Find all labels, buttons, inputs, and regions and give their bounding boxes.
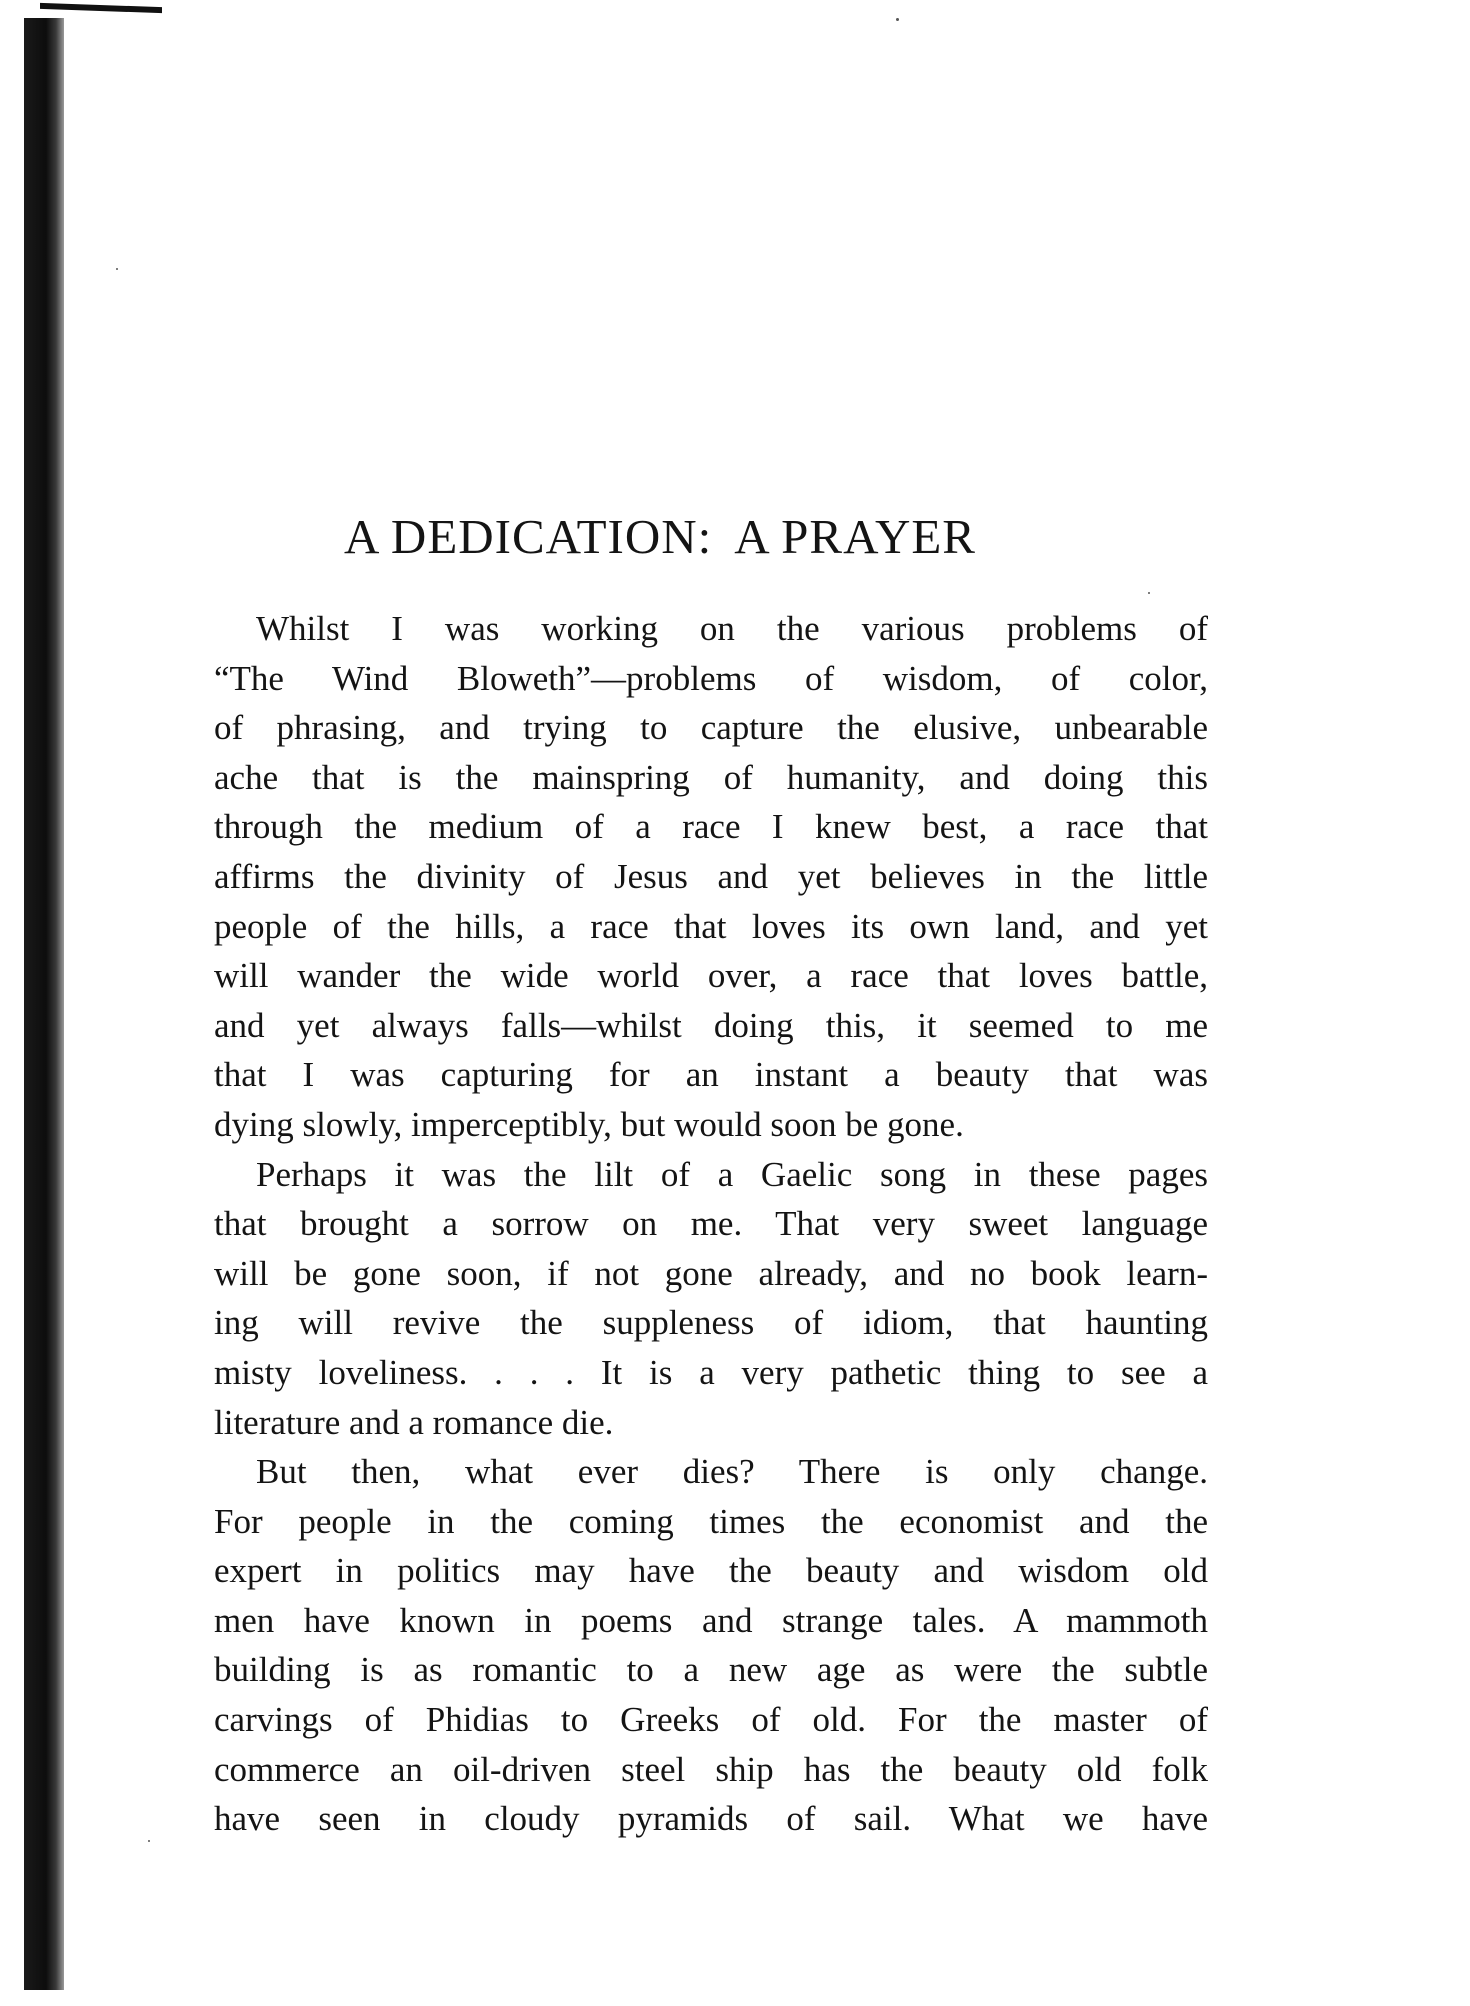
text-line: people of the hills, a race that loves its own land, and yet	[214, 906, 1208, 946]
text-line: have seen in cloudy pyramids of sail. What we have	[214, 1799, 1208, 1839]
text-line: ing will revive the suppleness of idiom, that haunting	[214, 1303, 1208, 1343]
text-line: affirms the divinity of Jesus and yet believes in the little	[214, 856, 1208, 896]
text-line: For people in the coming times the economist and the	[214, 1501, 1208, 1541]
text-line: commerce an oil-driven steel ship has the beauty old folk	[214, 1749, 1208, 1789]
text-line: carvings of Phidias to Greeks of old. For the master of	[214, 1700, 1208, 1740]
text-line: dying slowly, imperceptibly, but would soon be gone.	[214, 1104, 964, 1144]
text-line: men have known in poems and strange tales. A mammoth	[214, 1600, 1208, 1640]
paragraph-1	[214, 604, 1208, 1150]
paper-speck	[896, 18, 899, 21]
paper-speck	[1148, 592, 1150, 594]
text-line: building is as romantic to a new age as were the subtle	[214, 1650, 1208, 1690]
text-line: will wander the wide world over, a race that loves battle,	[214, 956, 1208, 996]
text-line: Perhaps it was the lilt of a Gaelic song in these pages	[256, 1154, 1208, 1194]
title-part-2: A PRAYER	[734, 509, 976, 564]
text-line: Whilst I was working on the various problems of	[256, 609, 1208, 648]
book-binding-edge	[24, 18, 64, 1990]
page-title	[344, 508, 976, 565]
paragraph-3	[214, 1447, 1208, 1844]
text-line: through the medium of a race I knew best, a race that	[214, 807, 1208, 847]
text-line: of phrasing, and trying to capture the elusive, unbearable	[214, 708, 1208, 748]
text-line: ache that is the mainspring of humanity, and doing this	[214, 757, 1208, 797]
body-text	[214, 604, 1208, 1844]
paper-speck	[148, 1840, 150, 1842]
text-line: that I was capturing for an instant a beauty that was	[214, 1055, 1208, 1095]
text-line: that brought a sorrow on me. That very sweet language	[214, 1204, 1208, 1244]
binding-cap	[40, 3, 162, 13]
text-line: misty loveliness. . . . It is a very pathetic thing to see a	[214, 1352, 1208, 1392]
text-line: expert in politics may have the beauty and wisdom old	[214, 1551, 1208, 1591]
text-line: will be gone soon, if not gone already, and no book learn-	[214, 1253, 1208, 1293]
title-part-1: A DEDICATION:	[344, 509, 713, 564]
text-line: literature and a romance die.	[214, 1402, 614, 1442]
text-line: But then, what ever dies? There is only change.	[256, 1452, 1208, 1492]
paper-speck	[116, 268, 118, 270]
paragraph-2	[214, 1150, 1208, 1448]
text-line: “The Wind Bloweth”—problems of wisdom, of color,	[214, 658, 1208, 698]
text-line: and yet always falls—whilst doing this, it seemed to me	[214, 1005, 1208, 1045]
